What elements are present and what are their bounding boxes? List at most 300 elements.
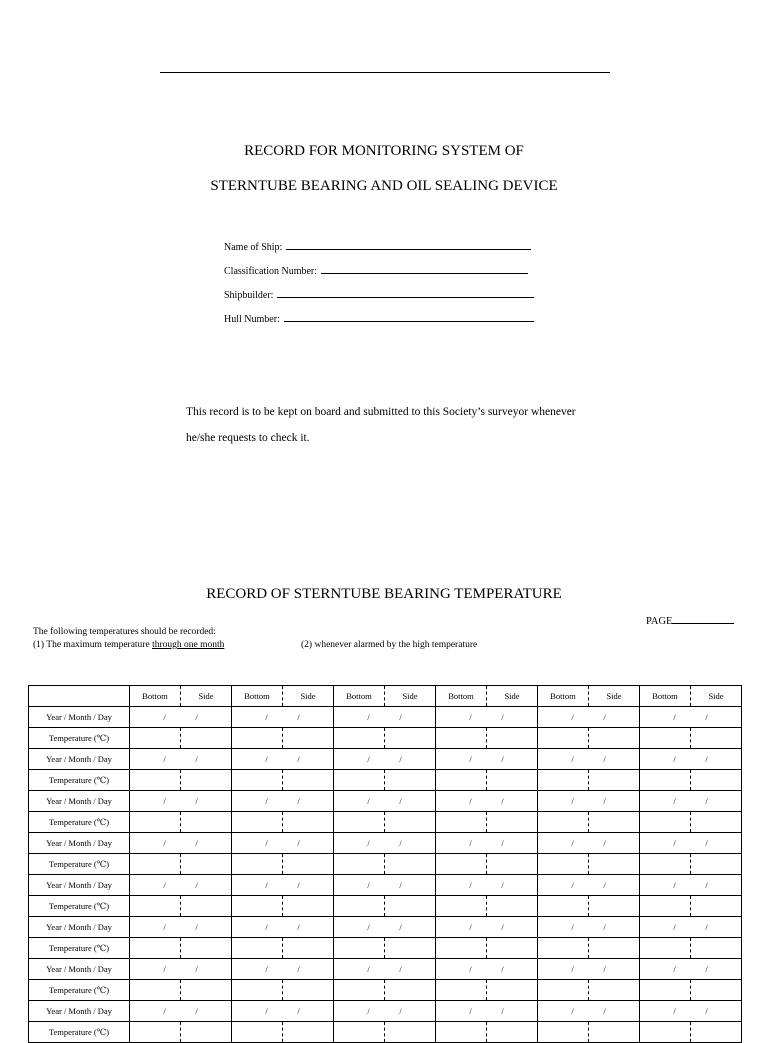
side-temperature-cell[interactable] bbox=[487, 980, 538, 1001]
date-separator: / bbox=[265, 754, 268, 764]
date-separator: / bbox=[297, 880, 300, 890]
table-row bbox=[29, 980, 742, 1001]
date-separator: / bbox=[673, 754, 676, 764]
bottom-temperature-cell[interactable] bbox=[232, 770, 283, 791]
temperature-row-label: Temperature (℃) bbox=[29, 896, 130, 917]
date-separator: / bbox=[571, 796, 574, 806]
side-temperature-cell[interactable] bbox=[589, 896, 640, 917]
date-separator: / bbox=[367, 838, 370, 848]
bottom-temperature-cell[interactable] bbox=[130, 980, 181, 1001]
date-entry-cell[interactable] bbox=[640, 833, 742, 854]
date-entry-cell[interactable] bbox=[232, 833, 334, 854]
header-corner-cell bbox=[29, 686, 130, 707]
bottom-temperature-cell[interactable] bbox=[640, 770, 691, 791]
bottom-temperature-cell[interactable] bbox=[130, 854, 181, 875]
date-separator: / bbox=[705, 796, 708, 806]
date-separator: / bbox=[163, 796, 166, 806]
date-entry-cell[interactable] bbox=[640, 875, 742, 896]
bottom-temperature-cell[interactable] bbox=[334, 896, 385, 917]
bottom-temperature-cell[interactable] bbox=[130, 938, 181, 959]
table-row bbox=[29, 833, 742, 854]
date-separator: / bbox=[603, 1006, 606, 1016]
bottom-temperature-cell[interactable] bbox=[334, 980, 385, 1001]
side-temperature-cell[interactable] bbox=[589, 812, 640, 833]
bottom-temperature-cell[interactable] bbox=[334, 728, 385, 749]
page-number-blank[interactable] bbox=[672, 613, 734, 624]
date-separator: / bbox=[163, 964, 166, 974]
date-separator: / bbox=[571, 1006, 574, 1016]
date-entry-cell[interactable] bbox=[130, 791, 232, 812]
date-separator: / bbox=[603, 880, 606, 890]
side-temperature-cell[interactable] bbox=[487, 938, 538, 959]
date-separator: / bbox=[195, 712, 198, 722]
classification-number-field[interactable] bbox=[224, 264, 528, 277]
date-separator: / bbox=[399, 922, 402, 932]
side-temperature-cell[interactable] bbox=[385, 980, 436, 1001]
date-separator: / bbox=[163, 1006, 166, 1016]
date-separator: / bbox=[673, 712, 676, 722]
side-temperature-cell[interactable] bbox=[181, 812, 232, 833]
record-title: RECORD OF STERNTUBE BEARING TEMPERATURE bbox=[206, 586, 562, 602]
date-separator: / bbox=[673, 964, 676, 974]
side-temperature-cell[interactable] bbox=[487, 728, 538, 749]
side-temperature-cell[interactable] bbox=[283, 854, 334, 875]
date-separator: / bbox=[367, 796, 370, 806]
name-of-ship-blank[interactable] bbox=[286, 240, 531, 250]
bottom-temperature-cell[interactable] bbox=[232, 812, 283, 833]
temperature-row-label: Temperature (℃) bbox=[29, 938, 130, 959]
date-entry-cell[interactable] bbox=[436, 875, 538, 896]
date-separator: / bbox=[297, 712, 300, 722]
side-temperature-cell[interactable] bbox=[181, 980, 232, 1001]
notice-line1: This record is to be kept on board and submitted to this Society’s surveyor whenever bbox=[186, 406, 576, 418]
date-separator: / bbox=[501, 754, 504, 764]
date-separator: / bbox=[469, 796, 472, 806]
date-entry-cell[interactable] bbox=[640, 959, 742, 980]
side-temperature-cell[interactable] bbox=[181, 728, 232, 749]
side-temperature-cell[interactable] bbox=[691, 938, 742, 959]
instruction-item2: (2) whenever alarmed by the high temperature bbox=[301, 640, 478, 650]
date-entry-cell[interactable] bbox=[334, 1001, 436, 1022]
date-separator: / bbox=[399, 796, 402, 806]
bottom-temperature-cell[interactable] bbox=[334, 854, 385, 875]
date-separator: / bbox=[367, 712, 370, 722]
side-temperature-cell[interactable] bbox=[691, 854, 742, 875]
bottom-temperature-cell[interactable] bbox=[334, 938, 385, 959]
temperature-row-label: Temperature (℃) bbox=[29, 770, 130, 791]
bottom-temperature-cell[interactable] bbox=[232, 980, 283, 1001]
table-row bbox=[29, 938, 742, 959]
date-entry-cell[interactable] bbox=[130, 875, 232, 896]
bottom-temperature-cell[interactable] bbox=[232, 1022, 283, 1043]
date-separator: / bbox=[501, 964, 504, 974]
side-temperature-cell[interactable] bbox=[283, 770, 334, 791]
date-entry-cell[interactable] bbox=[640, 791, 742, 812]
page-number-field[interactable] bbox=[646, 613, 734, 627]
shipbuilder-field[interactable] bbox=[224, 288, 534, 301]
bottom-temperature-cell[interactable] bbox=[436, 812, 487, 833]
date-separator: / bbox=[399, 754, 402, 764]
header-bottom: Bottom bbox=[334, 686, 385, 707]
date-entry-cell[interactable] bbox=[232, 917, 334, 938]
side-temperature-cell[interactable] bbox=[181, 854, 232, 875]
table-row bbox=[29, 1001, 742, 1022]
date-separator: / bbox=[195, 1006, 198, 1016]
table-row bbox=[29, 917, 742, 938]
side-temperature-cell[interactable] bbox=[691, 770, 742, 791]
side-temperature-cell[interactable] bbox=[691, 1022, 742, 1043]
side-temperature-cell[interactable] bbox=[589, 938, 640, 959]
date-separator: / bbox=[367, 880, 370, 890]
date-separator: / bbox=[673, 880, 676, 890]
date-separator: / bbox=[571, 880, 574, 890]
date-entry-cell[interactable] bbox=[130, 1001, 232, 1022]
table-row bbox=[29, 770, 742, 791]
bottom-temperature-cell[interactable] bbox=[130, 812, 181, 833]
date-separator: / bbox=[501, 922, 504, 932]
date-entry-cell[interactable] bbox=[334, 875, 436, 896]
bottom-temperature-cell[interactable] bbox=[640, 938, 691, 959]
date-separator: / bbox=[501, 838, 504, 848]
date-separator: / bbox=[705, 922, 708, 932]
table-row bbox=[29, 812, 742, 833]
date-entry-cell[interactable] bbox=[232, 959, 334, 980]
side-temperature-cell[interactable] bbox=[385, 896, 436, 917]
header-side: Side bbox=[181, 686, 232, 707]
date-entry-cell[interactable] bbox=[436, 959, 538, 980]
date-separator: / bbox=[469, 880, 472, 890]
date-separator: / bbox=[297, 838, 300, 848]
bottom-temperature-cell[interactable] bbox=[538, 812, 589, 833]
bottom-temperature-cell[interactable] bbox=[538, 854, 589, 875]
date-separator: / bbox=[571, 922, 574, 932]
date-separator: / bbox=[705, 838, 708, 848]
bottom-temperature-cell[interactable] bbox=[232, 728, 283, 749]
side-temperature-cell[interactable] bbox=[283, 728, 334, 749]
header-bottom: Bottom bbox=[232, 686, 283, 707]
bottom-temperature-cell[interactable] bbox=[130, 770, 181, 791]
table-row bbox=[29, 854, 742, 875]
date-separator: / bbox=[297, 964, 300, 974]
side-temperature-cell[interactable] bbox=[487, 812, 538, 833]
bottom-temperature-cell[interactable] bbox=[334, 1022, 385, 1043]
date-entry-cell[interactable] bbox=[538, 875, 640, 896]
side-temperature-cell[interactable] bbox=[487, 1022, 538, 1043]
date-separator: / bbox=[367, 922, 370, 932]
date-separator: / bbox=[163, 922, 166, 932]
date-separator: / bbox=[399, 838, 402, 848]
date-separator: / bbox=[163, 712, 166, 722]
bottom-temperature-cell[interactable] bbox=[232, 854, 283, 875]
side-temperature-cell[interactable] bbox=[385, 854, 436, 875]
bottom-temperature-cell[interactable] bbox=[334, 770, 385, 791]
bottom-temperature-cell[interactable] bbox=[640, 812, 691, 833]
side-temperature-cell[interactable] bbox=[691, 896, 742, 917]
bottom-temperature-cell[interactable] bbox=[130, 1022, 181, 1043]
date-separator: / bbox=[367, 964, 370, 974]
header-side: Side bbox=[691, 686, 742, 707]
header-bottom: Bottom bbox=[130, 686, 181, 707]
date-separator: / bbox=[501, 796, 504, 806]
side-temperature-cell[interactable] bbox=[385, 812, 436, 833]
date-entry-cell[interactable] bbox=[640, 1001, 742, 1022]
date-row-label: Year / Month / Day bbox=[29, 707, 130, 728]
date-separator: / bbox=[603, 838, 606, 848]
side-temperature-cell[interactable] bbox=[181, 896, 232, 917]
table-row bbox=[29, 749, 742, 770]
date-row-label: Year / Month / Day bbox=[29, 875, 130, 896]
date-row-label: Year / Month / Day bbox=[29, 1001, 130, 1022]
date-entry-cell[interactable] bbox=[538, 707, 640, 728]
date-entry-cell[interactable] bbox=[334, 959, 436, 980]
bottom-temperature-cell[interactable] bbox=[640, 728, 691, 749]
side-temperature-cell[interactable] bbox=[283, 938, 334, 959]
date-entry-cell[interactable] bbox=[538, 1001, 640, 1022]
bottom-temperature-cell[interactable] bbox=[640, 896, 691, 917]
date-separator: / bbox=[469, 712, 472, 722]
date-row-label: Year / Month / Day bbox=[29, 791, 130, 812]
bottom-temperature-cell[interactable] bbox=[538, 1022, 589, 1043]
date-separator: / bbox=[163, 838, 166, 848]
bottom-temperature-cell[interactable] bbox=[436, 854, 487, 875]
date-separator: / bbox=[673, 922, 676, 932]
date-entry-cell[interactable] bbox=[334, 791, 436, 812]
date-separator: / bbox=[705, 1006, 708, 1016]
date-separator: / bbox=[501, 712, 504, 722]
field-label: Name of Ship: bbox=[224, 242, 283, 253]
date-entry-cell[interactable] bbox=[538, 749, 640, 770]
date-separator: / bbox=[469, 964, 472, 974]
temperature-record-table bbox=[28, 685, 742, 1043]
date-separator: / bbox=[603, 922, 606, 932]
instruction-item1 bbox=[33, 640, 224, 650]
date-separator: / bbox=[399, 712, 402, 722]
hull-number-field[interactable] bbox=[224, 312, 534, 325]
bottom-temperature-cell[interactable] bbox=[640, 854, 691, 875]
date-separator: / bbox=[399, 1006, 402, 1016]
date-entry-cell[interactable] bbox=[232, 749, 334, 770]
bottom-temperature-cell[interactable] bbox=[538, 770, 589, 791]
side-temperature-cell[interactable] bbox=[283, 896, 334, 917]
date-entry-cell[interactable] bbox=[436, 833, 538, 854]
side-temperature-cell[interactable] bbox=[691, 812, 742, 833]
date-separator: / bbox=[603, 796, 606, 806]
temperature-row-label: Temperature (℃) bbox=[29, 980, 130, 1001]
bottom-temperature-cell[interactable] bbox=[436, 938, 487, 959]
date-entry-cell[interactable] bbox=[640, 917, 742, 938]
side-temperature-cell[interactable] bbox=[589, 854, 640, 875]
shipbuilder-blank[interactable] bbox=[277, 288, 534, 298]
table-row bbox=[29, 959, 742, 980]
side-temperature-cell[interactable] bbox=[181, 770, 232, 791]
table-row bbox=[29, 896, 742, 917]
instructions-intro: The following temperatures should be recorded: bbox=[33, 627, 216, 637]
date-entry-cell[interactable] bbox=[640, 707, 742, 728]
date-separator: / bbox=[265, 880, 268, 890]
date-entry-cell[interactable] bbox=[334, 833, 436, 854]
date-separator: / bbox=[297, 1006, 300, 1016]
side-temperature-cell[interactable] bbox=[691, 728, 742, 749]
table-header-row bbox=[29, 686, 742, 707]
date-separator: / bbox=[571, 754, 574, 764]
bottom-temperature-cell[interactable] bbox=[538, 938, 589, 959]
header-bottom: Bottom bbox=[538, 686, 589, 707]
date-entry-cell[interactable] bbox=[232, 707, 334, 728]
date-entry-cell[interactable] bbox=[232, 791, 334, 812]
date-separator: / bbox=[673, 796, 676, 806]
date-entry-cell[interactable] bbox=[538, 791, 640, 812]
date-separator: / bbox=[367, 1006, 370, 1016]
date-separator: / bbox=[265, 796, 268, 806]
bottom-temperature-cell[interactable] bbox=[436, 770, 487, 791]
header-side: Side bbox=[487, 686, 538, 707]
date-entry-cell[interactable] bbox=[334, 917, 436, 938]
bottom-temperature-cell[interactable] bbox=[538, 980, 589, 1001]
name-of-ship-field[interactable] bbox=[224, 240, 531, 253]
side-temperature-cell[interactable] bbox=[589, 770, 640, 791]
hull-number-blank[interactable] bbox=[284, 312, 534, 322]
side-temperature-cell[interactable] bbox=[385, 1022, 436, 1043]
side-temperature-cell[interactable] bbox=[487, 770, 538, 791]
top-rule bbox=[160, 72, 610, 73]
date-separator: / bbox=[705, 880, 708, 890]
date-row-label: Year / Month / Day bbox=[29, 749, 130, 770]
date-separator: / bbox=[265, 838, 268, 848]
date-entry-cell[interactable] bbox=[538, 917, 640, 938]
table-row bbox=[29, 791, 742, 812]
date-separator: / bbox=[163, 880, 166, 890]
side-temperature-cell[interactable] bbox=[385, 728, 436, 749]
date-separator: / bbox=[265, 1006, 268, 1016]
instruction-item1-underlined: through one month bbox=[152, 640, 225, 650]
date-separator: / bbox=[195, 754, 198, 764]
field-label: Hull Number: bbox=[224, 314, 280, 325]
side-temperature-cell[interactable] bbox=[181, 1022, 232, 1043]
page-label: PAGE bbox=[646, 616, 673, 627]
bottom-temperature-cell[interactable] bbox=[436, 728, 487, 749]
date-separator: / bbox=[603, 712, 606, 722]
notice-line2: he/she requests to check it. bbox=[186, 432, 310, 444]
side-temperature-cell[interactable] bbox=[181, 938, 232, 959]
date-separator: / bbox=[603, 754, 606, 764]
date-separator: / bbox=[469, 922, 472, 932]
temperature-row-label: Temperature (℃) bbox=[29, 854, 130, 875]
date-entry-cell[interactable] bbox=[538, 959, 640, 980]
date-separator: / bbox=[571, 712, 574, 722]
date-entry-cell[interactable] bbox=[436, 1001, 538, 1022]
side-temperature-cell[interactable] bbox=[283, 1022, 334, 1043]
date-separator: / bbox=[571, 838, 574, 848]
date-separator: / bbox=[195, 964, 198, 974]
header-bottom: Bottom bbox=[640, 686, 691, 707]
date-separator: / bbox=[705, 754, 708, 764]
date-separator: / bbox=[501, 880, 504, 890]
field-label: Shipbuilder: bbox=[224, 290, 274, 301]
date-entry-cell[interactable] bbox=[640, 749, 742, 770]
document-title-line1: RECORD FOR MONITORING SYSTEM OF bbox=[244, 143, 524, 159]
date-separator: / bbox=[195, 922, 198, 932]
side-temperature-cell[interactable] bbox=[487, 896, 538, 917]
date-entry-cell[interactable] bbox=[436, 707, 538, 728]
date-entry-cell[interactable] bbox=[232, 1001, 334, 1022]
date-separator: / bbox=[571, 964, 574, 974]
bottom-temperature-cell[interactable] bbox=[232, 938, 283, 959]
date-separator: / bbox=[367, 754, 370, 764]
temperature-row-label: Temperature (℃) bbox=[29, 728, 130, 749]
date-separator: / bbox=[705, 964, 708, 974]
date-separator: / bbox=[297, 796, 300, 806]
date-entry-cell[interactable] bbox=[130, 959, 232, 980]
date-separator: / bbox=[603, 964, 606, 974]
temperature-row-label: Temperature (℃) bbox=[29, 1022, 130, 1043]
date-separator: / bbox=[469, 838, 472, 848]
field-label: Classification Number: bbox=[224, 266, 318, 277]
side-temperature-cell[interactable] bbox=[589, 728, 640, 749]
bottom-temperature-cell[interactable] bbox=[436, 896, 487, 917]
bottom-temperature-cell[interactable] bbox=[538, 896, 589, 917]
bottom-temperature-cell[interactable] bbox=[436, 1022, 487, 1043]
date-row-label: Year / Month / Day bbox=[29, 917, 130, 938]
date-entry-cell[interactable] bbox=[436, 749, 538, 770]
date-entry-cell[interactable] bbox=[436, 791, 538, 812]
bottom-temperature-cell[interactable] bbox=[232, 896, 283, 917]
side-temperature-cell[interactable] bbox=[487, 854, 538, 875]
date-separator: / bbox=[673, 1006, 676, 1016]
bottom-temperature-cell[interactable] bbox=[538, 728, 589, 749]
bottom-temperature-cell[interactable] bbox=[130, 896, 181, 917]
bottom-temperature-cell[interactable] bbox=[640, 980, 691, 1001]
date-entry-cell[interactable] bbox=[334, 707, 436, 728]
bottom-temperature-cell[interactable] bbox=[130, 728, 181, 749]
date-entry-cell[interactable] bbox=[334, 749, 436, 770]
date-entry-cell[interactable] bbox=[130, 833, 232, 854]
bottom-temperature-cell[interactable] bbox=[640, 1022, 691, 1043]
date-separator: / bbox=[399, 964, 402, 974]
classification-number-blank[interactable] bbox=[321, 264, 528, 274]
date-entry-cell[interactable] bbox=[538, 833, 640, 854]
date-separator: / bbox=[265, 712, 268, 722]
date-entry-cell[interactable] bbox=[130, 707, 232, 728]
date-separator: / bbox=[297, 922, 300, 932]
bottom-temperature-cell[interactable] bbox=[334, 812, 385, 833]
date-entry-cell[interactable] bbox=[232, 875, 334, 896]
side-temperature-cell[interactable] bbox=[283, 812, 334, 833]
header-side: Side bbox=[283, 686, 334, 707]
date-separator: / bbox=[195, 838, 198, 848]
date-separator: / bbox=[265, 922, 268, 932]
side-temperature-cell[interactable] bbox=[385, 770, 436, 791]
date-row-label: Year / Month / Day bbox=[29, 959, 130, 980]
side-temperature-cell[interactable] bbox=[283, 980, 334, 1001]
date-separator: / bbox=[399, 880, 402, 890]
date-entry-cell[interactable] bbox=[130, 917, 232, 938]
side-temperature-cell[interactable] bbox=[691, 980, 742, 1001]
side-temperature-cell[interactable] bbox=[385, 938, 436, 959]
date-separator: / bbox=[469, 754, 472, 764]
temperature-row-label: Temperature (℃) bbox=[29, 812, 130, 833]
bottom-temperature-cell[interactable] bbox=[436, 980, 487, 1001]
header-side: Side bbox=[589, 686, 640, 707]
date-row-label: Year / Month / Day bbox=[29, 833, 130, 854]
side-temperature-cell[interactable] bbox=[589, 1022, 640, 1043]
date-separator: / bbox=[673, 838, 676, 848]
date-separator: / bbox=[265, 964, 268, 974]
date-entry-cell[interactable] bbox=[436, 917, 538, 938]
date-entry-cell[interactable] bbox=[130, 749, 232, 770]
instruction-item1-text: (1) The maximum temperature bbox=[33, 640, 153, 650]
table-row bbox=[29, 707, 742, 728]
side-temperature-cell[interactable] bbox=[589, 980, 640, 1001]
